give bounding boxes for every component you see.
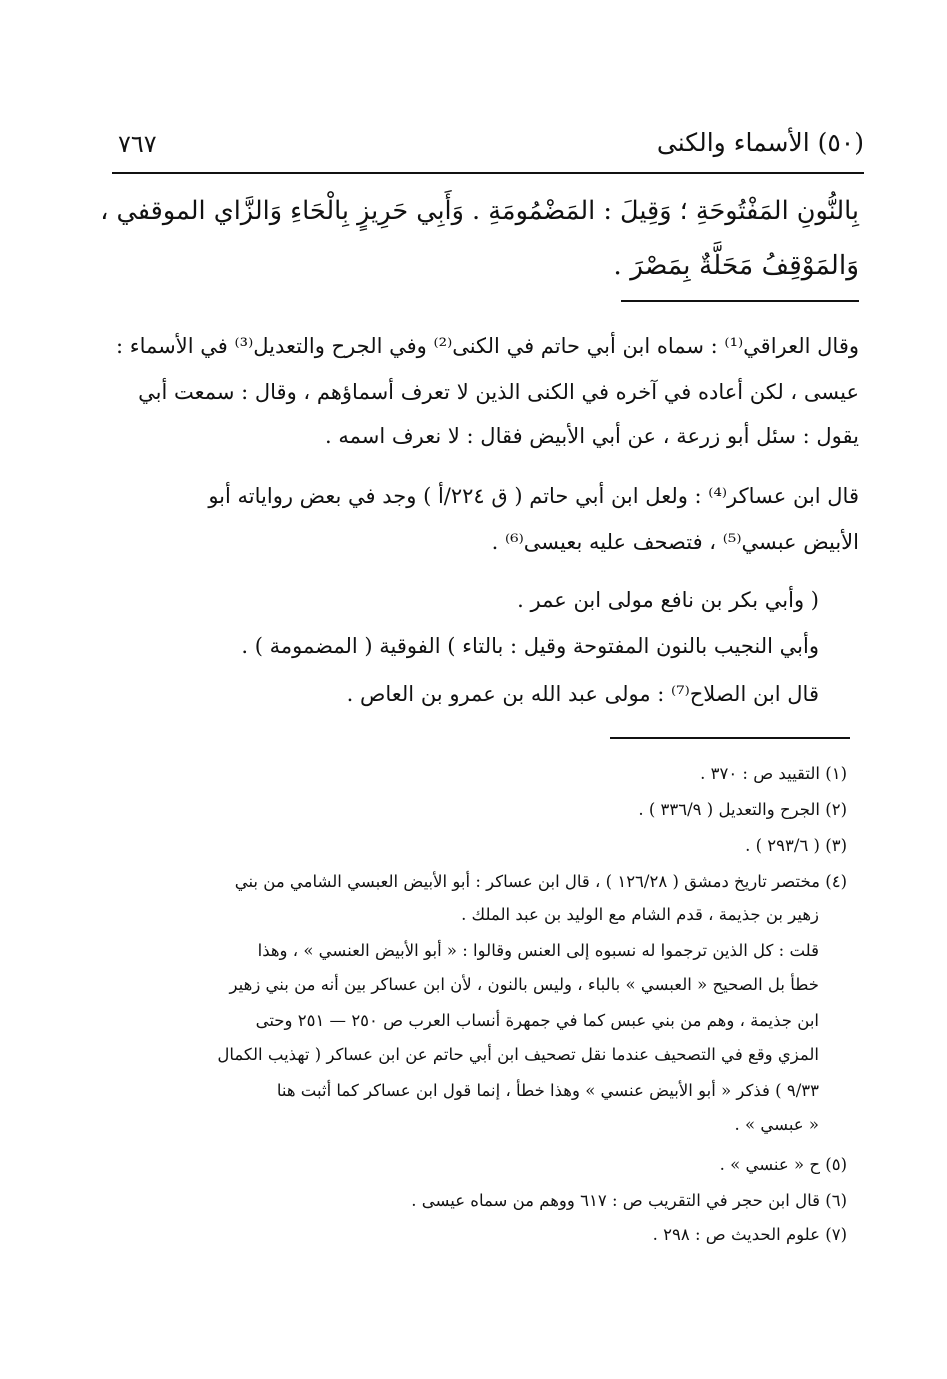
footnote-4-continuation: خطأ بل الصحيح « العبسي » بالباء ، وليس بالنون ، لأن ابن عساكر بين أنه من بني زهير xyxy=(229,975,819,994)
footnote-text: قال ابن حجر في التقريب ص : ٦١٧ ووهم من سماه عيسى . xyxy=(411,1191,820,1210)
matn-line: بِالنُّونِ المَفْتُوحَةِ ؛ وَقِيلَ : المَضْمُومَةِ . وَأَبِي حَرِيزٍ بِالْحَاءِ وَالزَّاي الموقفي ، xyxy=(100,196,859,226)
commentary-line: قال ابن الصلاح⁽⁷⁾ : مولى عبد الله بن عمرو بن العاص . xyxy=(346,682,819,706)
footnote-4-continuation: المزي وقع في التصحيف عندما نقل تصحيف ابن أبي حاتم عن ابن عساكر ( تهذيب الكمال xyxy=(217,1045,819,1064)
chapter-title: (٥٠) الأسماء والكنى xyxy=(656,128,864,157)
footnote-text: علوم الحديث ص : ٢٩٨ . xyxy=(652,1225,820,1244)
footnote-4-continuation: زهير بن جذيمة ، قدم الشام مع الوليد بن عبد الملك . xyxy=(461,905,819,924)
footnote-4 xyxy=(235,872,847,891)
commentary-line: وأبي النجيب بالنون المفتوحة وقيل : بالتاء ) الفوقية ( المضمومة ) . xyxy=(241,634,819,658)
commentary-line: عيسى ، لكن أعاده في آخره في الكنى الذين لا تعرف أسماؤهم ، وقال : سمعت أبي xyxy=(138,380,859,404)
footnote-number: (٢) xyxy=(825,800,847,819)
footnote-number: (٣) xyxy=(825,836,847,855)
footnote-2 xyxy=(638,800,847,819)
footnote-4-continuation: ٩/٣٣ ) فذكر « أبو الأبيض عنسي » وهذا خطأ ، إنما قول ابن عساكر كما أثبت هنا xyxy=(276,1081,819,1100)
commentary-line: وقال العراقي⁽¹⁾ : سماه ابن أبي حاتم في الكنى⁽²⁾ وفي الجرح والتعديل⁽³⁾ في الأسماء : xyxy=(116,334,859,358)
footnote-text: التقييد ص : ٣٧٠ . xyxy=(700,764,820,783)
footnote-text: ( ٢٩٣/٦ ) . xyxy=(745,836,820,855)
footnote-3 xyxy=(745,836,847,855)
footnote-4-continuation: « عبسي » . xyxy=(734,1115,819,1134)
footnote-number: (٦) xyxy=(825,1191,847,1210)
footnote-text: ح « عنسي » . xyxy=(719,1155,820,1174)
footnote-6 xyxy=(411,1191,847,1210)
footnote-5 xyxy=(720,1155,847,1174)
commentary-line: الأبيض عبسي⁽⁵⁾ ، فتصحف عليه بعيسى⁽⁶⁾ . xyxy=(491,530,859,554)
footnote-1 xyxy=(700,764,847,783)
commentary-line: يقول : سئل أبو زرعة ، عن أبي الأبيض فقال : لا نعرف اسمه . xyxy=(325,424,859,448)
page-number: ٧٦٧ xyxy=(118,130,157,158)
commentary-line: قال ابن عساكر⁽⁴⁾ : ولعل ابن أبي حاتم ( ق ٢٢٤/أ ) وجد في بعض رواياته أبو xyxy=(208,484,859,508)
footnote-text: الجرح والتعديل ( ٣٣٦/٩ ) . xyxy=(638,800,820,819)
footnote-4-continuation: قلت : كل الذين ترجموا له نسبوه إلى العنس وقالوا : « أبو الأبيض العنسي » ، وهذا xyxy=(257,941,819,960)
footnote-text: مختصر تاريخ دمشق ( ١٢٦/٢٨ ) ، قال ابن عساكر : أبو الأبيض العبسي الشامي من بني xyxy=(234,872,820,891)
footnote-number: (٥) xyxy=(825,1155,847,1174)
footnote-number: (٤) xyxy=(825,872,847,891)
footnote-4-continuation: ابن جذيمة ، وهم من بني عبس كما في جمهرة أنساب العرب ص ٢٥٠ — ٢٥١ وحتى xyxy=(255,1011,819,1030)
footnote-number: (٧) xyxy=(825,1225,847,1244)
footnote-number: (١) xyxy=(825,764,847,783)
commentary-line: ( وأبي بكر بن نافع مولى ابن عمر . xyxy=(517,588,819,612)
footnote-7 xyxy=(653,1225,847,1244)
matn-line: وَالمَوْقِفُ مَحَلَّةٌ بِمَصْرَ . xyxy=(613,250,859,281)
matn-separator-rule xyxy=(621,300,859,302)
running-header xyxy=(112,128,864,168)
header-rule xyxy=(112,172,864,174)
footnote-separator-rule xyxy=(610,737,850,739)
